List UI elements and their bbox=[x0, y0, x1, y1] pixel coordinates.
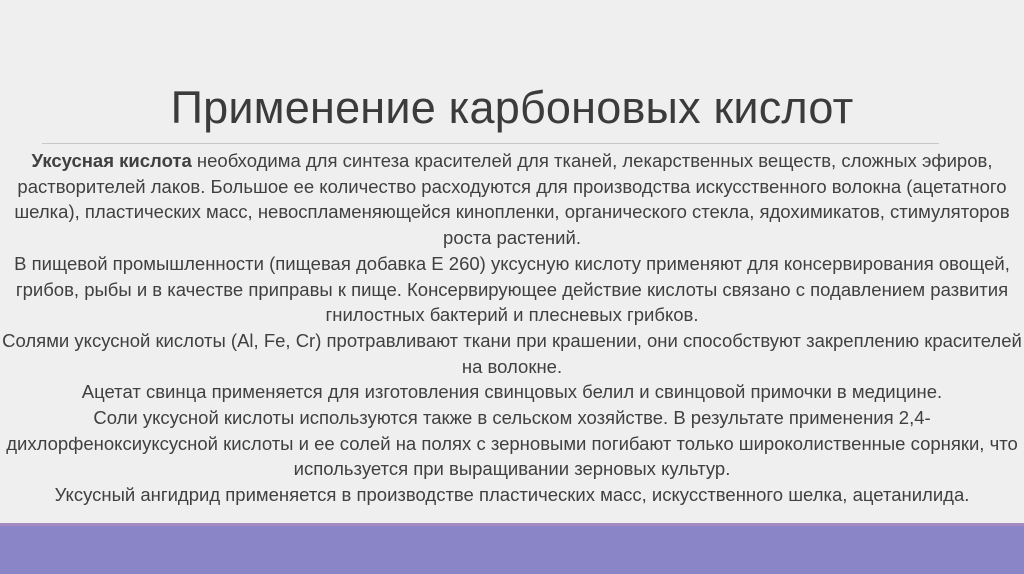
body-paragraph-agriculture: Соли уксусной кислоты используются также в сельском хозяйстве. В результате применения 2,4-дихлорфеноксиуксусной кислоты и ее солей на полях с зерновыми погибают только широколиственные сорняки, что используется при выращивании зерновых культур. bbox=[6, 407, 1018, 480]
lead-bold-term: Уксусная кислота bbox=[31, 150, 192, 171]
body-paragraph-acetic-acid bbox=[2, 148, 1022, 251]
slide-title: Применение карбоновых кислот bbox=[170, 82, 854, 133]
body-paragraph-lead-acetate: Ацетат свинца применяется для изготовления свинцовых белил и свинцовой примочки в медицине. bbox=[81, 381, 943, 403]
body-paragraph-anhydride: Уксусный ангидрид применяется в производстве пластических масс, искусственного шелка, ацетанилида. bbox=[54, 484, 970, 506]
body-paragraph-food-industry: В пищевой промышленности (пищевая добавка Е 260) уксусную кислоту применяют для консервирования овощей, грибов, рыбы и в качестве приправы к пище. Консервирующее действие кислоты связано с подавлением развития гнилостных бактерий и плесневых грибков. bbox=[14, 252, 1010, 326]
body-paragraph-salts-dyeing: Солями уксусной кислоты (Al, Fe, Cr) протравливают ткани при крашении, они способствуют закреплению красителей на волокне. bbox=[2, 329, 1022, 377]
lead-text: необходима для синтеза красителей для тканей, лекарственных веществ, сложных эфиров, растворителей лаков. Большое ее количество расходуются для производства искусственного волокна (ацетатного шелка), пластических масс, невоспламеняющейся кинопленки, органического стекла, ядохимикатов, стимуляторов роста растений. bbox=[14, 150, 1010, 249]
footer-band bbox=[0, 526, 1024, 574]
slide-body bbox=[2, 148, 1022, 508]
title-divider bbox=[42, 143, 939, 144]
